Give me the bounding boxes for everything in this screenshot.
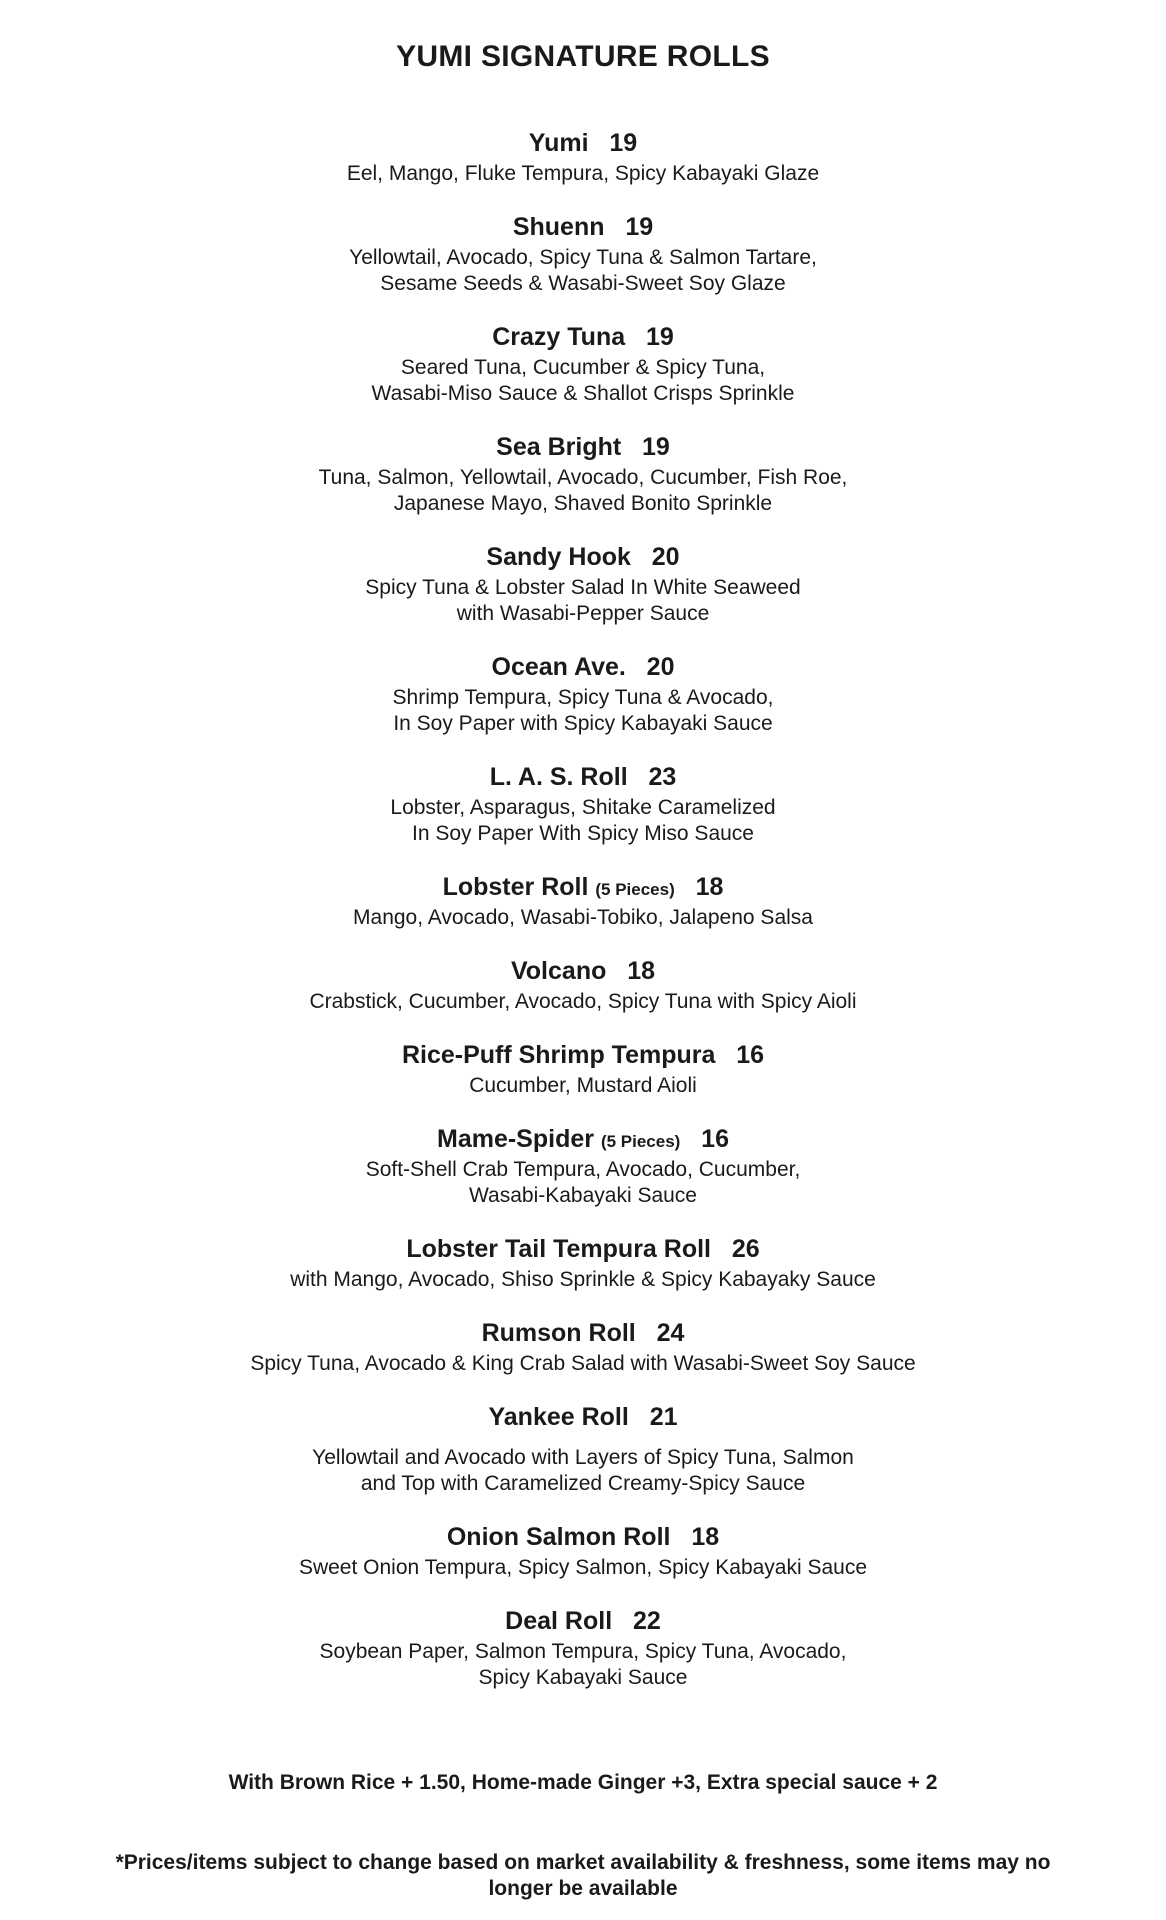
item-name: Volcano (510, 957, 607, 985)
item-pieces: (5 Pieces) (595, 880, 675, 899)
item-description: Mango, Avocado, Wasabi-Tobiko, Jalapeno Salsa (353, 906, 813, 929)
item-price: 19 (642, 433, 670, 461)
menu-item-lobster-tail-tempura-roll (0, 1234, 1166, 1293)
item-heading (0, 1606, 1166, 1639)
item-heading (0, 1124, 1166, 1157)
item-price: 20 (646, 653, 675, 681)
item-heading (0, 956, 1166, 989)
menu-title: YUMI SIGNATURE ROLLS (396, 40, 770, 73)
item-name: Sandy Hook (486, 543, 631, 571)
item-price: 21 (649, 1403, 678, 1431)
menu-item-ocean-ave (0, 652, 1166, 737)
item-heading (0, 212, 1166, 245)
item-price: 19 (645, 323, 674, 351)
menu-item-yumi (0, 128, 1166, 187)
menu-item-volcano (0, 956, 1166, 1015)
item-description: Crabstick, Cucumber, Avocado, Spicy Tuna with Spicy Aioli (309, 990, 857, 1013)
item-heading (0, 432, 1166, 465)
price-disclaimer: *Prices/items subject to change based on market availability & freshness, some items may no longer be available (115, 1851, 1051, 1900)
item-description: Sweet Onion Tempura, Spicy Salmon, Spicy Kabayaki Sauce (298, 1556, 868, 1579)
item-name: Crazy Tuna (492, 323, 626, 351)
menu-item-mame-spider (0, 1124, 1166, 1209)
item-description: Lobster, Asparagus, Shitake Caramelized In Soy Paper With Spicy Miso Sauce (390, 796, 776, 845)
item-name: Sea Bright (496, 433, 622, 461)
item-price: 16 (701, 1125, 729, 1153)
item-description: Tuna, Salmon, Yellowtail, Avocado, Cucumber, Fish Roe, Japanese Mayo, Shaved Bonito Sprinkle (318, 466, 848, 515)
item-description: Yellowtail, Avocado, Spicy Tuna & Salmon Tartare, Sesame Seeds & Wasabi-Sweet Soy Glaze (349, 246, 817, 295)
item-heading (0, 1234, 1166, 1267)
item-price: 20 (651, 543, 680, 571)
item-price: 26 (731, 1235, 760, 1263)
item-name: Deal Roll (505, 1607, 613, 1635)
item-name: L. A. S. Roll (489, 763, 628, 791)
item-description: Shrimp Tempura, Spicy Tuna & Avocado, In Soy Paper with Spicy Kabayaki Sauce (392, 686, 774, 735)
item-price: 18 (627, 957, 656, 985)
item-name: Rumson Roll (481, 1319, 636, 1347)
menu-item-rumson-roll (0, 1318, 1166, 1377)
addons-note: With Brown Rice + 1.50, Home-made Ginger +3, Extra special sauce + 2 (228, 1771, 938, 1794)
item-description: Soybean Paper, Salmon Tempura, Spicy Tuna, Avocado, Spicy Kabayaki Sauce (319, 1640, 847, 1689)
item-price: 18 (691, 1523, 720, 1551)
item-price: 23 (648, 763, 677, 791)
item-name: Mame-Spider (437, 1125, 594, 1153)
item-price: 16 (736, 1041, 765, 1069)
item-description: Seared Tuna, Cucumber & Spicy Tuna, Wasabi-Miso Sauce & Shallot Crisps Sprinkle (371, 356, 795, 405)
item-heading (0, 1040, 1166, 1073)
item-description: with Mango, Avocado, Shiso Sprinkle & Spicy Kabayaky Sauce (290, 1268, 876, 1291)
item-heading (0, 542, 1166, 575)
item-price: 18 (695, 873, 724, 901)
item-name: Rice-Puff Shrimp Tempura (401, 1041, 716, 1069)
item-description: Yellowtail and Avocado with Layers of Spicy Tuna, Salmon and Top with Caramelized Creamy-Spicy Sauce (312, 1446, 854, 1495)
item-name: Yumi (528, 129, 589, 157)
item-heading (0, 1318, 1166, 1351)
menu-item-deal-roll (0, 1606, 1166, 1691)
item-description: Cucumber, Mustard Aioli (469, 1074, 697, 1097)
item-pieces: (5 Pieces) (600, 1132, 681, 1151)
item-price: 19 (609, 129, 638, 157)
item-price: 22 (633, 1607, 661, 1635)
item-name: Lobster Tail Tempura Roll (406, 1235, 711, 1263)
menu-item-yankee-roll (0, 1402, 1166, 1497)
menu-item-shuenn (0, 212, 1166, 297)
item-name: Shuenn (512, 213, 605, 241)
item-description: Spicy Tuna, Avocado & King Crab Salad with Wasabi-Sweet Soy Sauce (250, 1352, 916, 1375)
item-description: Soft-Shell Crab Tempura, Avocado, Cucumber, Wasabi-Kabayaki Sauce (365, 1158, 801, 1207)
item-heading (0, 872, 1166, 905)
item-description: Eel, Mango, Fluke Tempura, Spicy Kabayaki Glaze (346, 162, 820, 185)
item-name: Lobster Roll (442, 873, 589, 901)
item-heading (0, 1522, 1166, 1555)
item-name: Onion Salmon Roll (446, 1523, 671, 1551)
item-price: 19 (625, 213, 654, 241)
menu-item-sandy-hook (0, 542, 1166, 627)
item-description: Spicy Tuna & Lobster Salad In White Seaweed with Wasabi-Pepper Sauce (365, 576, 801, 625)
item-heading (0, 652, 1166, 685)
item-heading (0, 762, 1166, 795)
item-heading (0, 128, 1166, 161)
menu-item-crazy-tuna (0, 322, 1166, 407)
item-name: Yankee Roll (488, 1403, 629, 1431)
item-name: Ocean Ave. (491, 653, 626, 681)
item-heading (0, 1402, 1166, 1435)
item-heading (0, 322, 1166, 355)
menu-item-onion-salmon-roll (0, 1522, 1166, 1581)
item-price: 24 (656, 1319, 685, 1347)
menu-item-rice-puff-shrimp-tempura (0, 1040, 1166, 1099)
menu-item-las-roll (0, 762, 1166, 847)
menu-item-lobster-roll (0, 872, 1166, 931)
menu-item-sea-bright (0, 432, 1166, 517)
